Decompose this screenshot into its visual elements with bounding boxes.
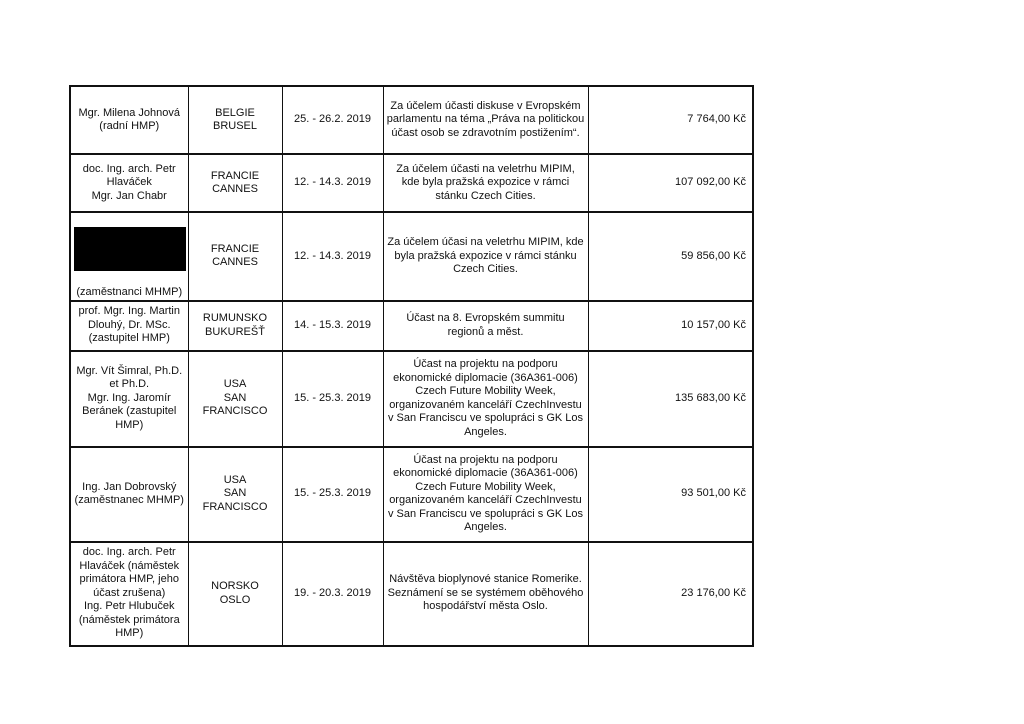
purpose-cell: Za účelem účasi na veletrhu MIPIM, kde byla pražská expozice v rámci stánku Czech Cities. xyxy=(383,212,588,301)
traveler-cell: Ing. Jan Dobrovský (zaměstnanec MHMP) xyxy=(70,447,188,542)
purpose-cell: Účast na 8. Evropském summitu regionů a měst. xyxy=(383,301,588,351)
amount-cell: 135 683,00 Kč xyxy=(588,351,753,447)
purpose-cell: Za účelem účasti na veletrhu MIPIM, kde byla pražská expozice v rámci stánku Czech Cities. xyxy=(383,154,588,212)
traveler-cell: doc. Ing. arch. Petr Hlaváček (náměstek primátora HMP, jeho účast zrušena) Ing. Petr Hlubuček (náměstek primátora HMP) xyxy=(70,542,188,646)
traveler-cell: prof. Mgr. Ing. Martin Dlouhý, Dr. MSc. (zastupitel HMP) xyxy=(70,301,188,351)
traveler-cell: Mgr. Vít Šimral, Ph.D. et Ph.D. Mgr. Ing. Jaromír Beránek (zastupitel HMP) xyxy=(70,351,188,447)
traveler-cell xyxy=(70,212,188,301)
dates-cell: 14. - 15.3. 2019 xyxy=(282,301,383,351)
amount-cell: 107 092,00 Kč xyxy=(588,154,753,212)
purpose-cell: Za účelem účasti diskuse v Evropském parlamentu na téma „Práva na politickou účast osob se zdravotním postižením“. xyxy=(383,86,588,154)
table-row xyxy=(70,86,753,154)
destination-cell: BELGIE BRUSEL xyxy=(188,86,282,154)
table-row xyxy=(70,351,753,447)
table-row xyxy=(70,447,753,542)
dates-cell: 15. - 25.3. 2019 xyxy=(282,447,383,542)
destination-cell: RUMUNSKO BUKUREŠŤ xyxy=(188,301,282,351)
dates-cell: 12. - 14.3. 2019 xyxy=(282,212,383,301)
dates-cell: 19. - 20.3. 2019 xyxy=(282,542,383,646)
table-row xyxy=(70,212,753,301)
business-trips-table xyxy=(69,85,754,647)
redacted-name-block xyxy=(74,227,186,271)
traveler-cell: doc. Ing. arch. Petr Hlaváček Mgr. Jan Chabr xyxy=(70,154,188,212)
dates-cell: 15. - 25.3. 2019 xyxy=(282,351,383,447)
dates-cell: 25. - 26.2. 2019 xyxy=(282,86,383,154)
amount-cell: 10 157,00 Kč xyxy=(588,301,753,351)
amount-cell: 93 501,00 Kč xyxy=(588,447,753,542)
traveler-role: (zaměstnanci MHMP) xyxy=(76,286,183,298)
destination-cell: NORSKO OSLO xyxy=(188,542,282,646)
destination-cell: FRANCIE CANNES xyxy=(188,154,282,212)
dates-cell: 12. - 14.3. 2019 xyxy=(282,154,383,212)
table-row xyxy=(70,154,753,212)
table-row xyxy=(70,301,753,351)
purpose-cell: Účast na projektu na podporu ekonomické diplomacie (36A361-006) Czech Future Mobility Week, organizovaném kanceláří CzechInvestu v San Franciscu ve spolupráci s GK Los Angeles. xyxy=(383,447,588,542)
purpose-cell: Účast na projektu na podporu ekonomické diplomacie (36A361-006) Czech Future Mobility Week, organizovaném kanceláří CzechInvestu v San Franciscu ve spolupráci s GK Los Angeles. xyxy=(383,351,588,447)
destination-cell: FRANCIE CANNES xyxy=(188,212,282,301)
purpose-cell: Návštěva bioplynové stanice Romerike. Seznámení se se systémem oběhového hospodářství města Oslo. xyxy=(383,542,588,646)
destination-cell: USA SAN FRANCISCO xyxy=(188,351,282,447)
traveler-cell: Mgr. Milena Johnová (radní HMP) xyxy=(70,86,188,154)
amount-cell: 59 856,00 Kč xyxy=(588,212,753,301)
destination-cell: USA SAN FRANCISCO xyxy=(188,447,282,542)
amount-cell: 23 176,00 Kč xyxy=(588,542,753,646)
table-row xyxy=(70,542,753,646)
amount-cell: 7 764,00 Kč xyxy=(588,86,753,154)
